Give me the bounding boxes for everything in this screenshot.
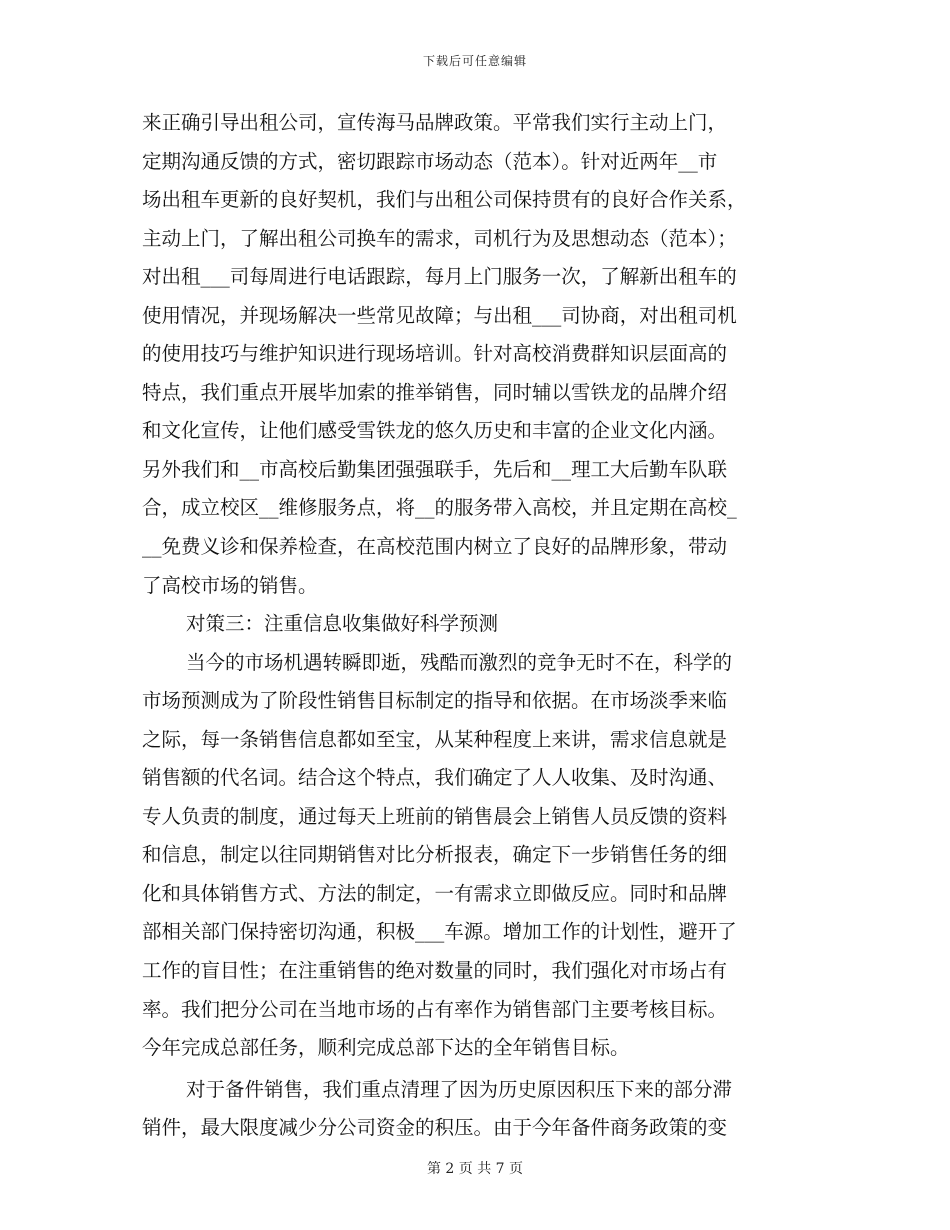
page-indicator: 第 2 页 共 7 页: [426, 1161, 524, 1177]
text-line: 和文化宣传，让他们感受雪铁龙的悠久历史和丰富的企业文化内涵。: [142, 419, 728, 443]
text-line: 率。我们把分公司在当地市场的占有率作为销售部门主要考核目标。: [142, 997, 728, 1021]
text-line: __免费义诊和保养检查，在高校范围内树立了良好的品牌形象，带动: [142, 535, 728, 559]
text-line: 当今的市场机遇转瞬即逝，残酷而激烈的竞争无时不在，科学的: [186, 650, 733, 674]
document-body: [142, 104, 812, 1148]
text-line: 对出租___司每周进行电话跟踪，每月上门服务一次，了解新出租车的: [142, 265, 737, 289]
text-line: 另外我们和__市高校后勤集团强强联手，先后和__理工大后勤车队联: [142, 457, 728, 481]
section-heading: 对策三：注重信息收集做好科学预测: [186, 612, 499, 636]
text-line: 对于备件销售，我们重点清理了因为历史原因积压下来的部分滞: [186, 1077, 733, 1101]
text-line: 了高校市场的销售。: [142, 573, 318, 597]
text-line: 来正确引导出租公司，宣传海马品牌政策。平常我们实行主动上门，: [142, 111, 728, 134]
text-line: 部相关部门保持密切沟通，积极___车源。增加工作的计划性，避开了: [142, 920, 737, 944]
text-line: 使用情况，并现场解决一些常见故障；与出租___司协商，对出租司机: [142, 303, 737, 327]
text-line: 销售额的代名词。结合这个特点，我们确定了人人收集、及时沟通、: [142, 766, 728, 790]
text-line: 销件，最大限度减少分公司资金的积压。由于今年备件商务政策的变: [142, 1116, 728, 1140]
text-line: 之际，每一条销售信息都如至宝，从某种程度上来讲，需求信息就是: [142, 727, 728, 751]
text-line: 化和具体销售方式、方法的制定，一有需求立即做反应。同时和品牌: [142, 881, 728, 905]
text-line: 定期沟通反馈的方式，密切跟踪市场动态（范本）。针对近两年__市: [142, 149, 718, 173]
text-line: 特点，我们重点开展毕加索的推举销售，同时辅以雪铁龙的品牌介绍: [142, 380, 728, 404]
text-line: 场出租车更新的良好契机，我们与出租公司保持贯有的良好合作关系，: [142, 188, 747, 212]
text-line: 主动上门，了解出租公司换车的需求，司机行为及思想动态（范本）；: [142, 226, 737, 250]
text-line: 今年完成总部任务，顺利完成总部下达的全年销售目标。: [142, 1036, 630, 1060]
text-line: 和信息，制定以往同期销售对比分析报表，确定下一步销售任务的细: [142, 843, 728, 867]
text-line: 合，成立校区__维修服务点，将__的服务带入高校，并且定期在高校_: [142, 496, 737, 520]
page-header-note: 下载后可任意编辑: [422, 54, 527, 68]
text-line: 的使用技巧与维护知识进行现场培训。针对高校消费群知识层面高的: [142, 342, 728, 366]
text-line: 市场预测成为了阶段性销售目标制定的指导和依据。在市场淡季来临: [142, 689, 728, 713]
text-line: 工作的盲目性；在注重销售的绝对数量的同时，我们强化对市场占有: [142, 959, 728, 983]
text-line: 专人负责的制度，通过每天上班前的销售晨会上销售人员反馈的资料: [142, 804, 728, 828]
